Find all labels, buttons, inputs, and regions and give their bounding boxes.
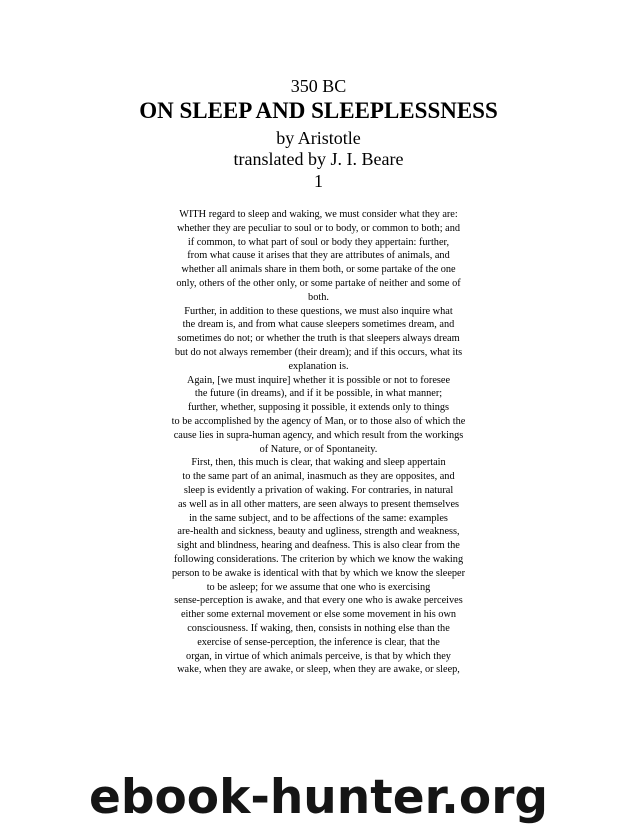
body-line: but do not always remember (their dream); and if this occurs, what its bbox=[174, 346, 463, 358]
body-line: Again, [we must inquire] whether it is possible or not to foresee bbox=[186, 374, 451, 386]
body-line: both. bbox=[308, 291, 329, 303]
body-line: Further, in addition to these questions, we must also inquire what bbox=[184, 305, 453, 317]
body-line: the dream is, and from what cause sleepers sometimes dream, and bbox=[182, 319, 455, 331]
body-line: sometimes do not; or whether the truth is that sleepers always dream bbox=[177, 333, 460, 345]
body-line: sense-perception is awake, and that every one who is awake perceives bbox=[174, 595, 463, 607]
body-line: sight and blindness, hearing and deafness. This is also clear from the bbox=[177, 540, 460, 552]
author-line: by Aristotle bbox=[276, 128, 361, 148]
body-line: sleep is evidently a privation of waking. For contraries, in natural bbox=[183, 484, 454, 496]
body-line: to be accomplished by the agency of Man, or to those also of which the bbox=[171, 415, 466, 427]
body-line: only, others of the other only, or some partake of neither and some of bbox=[176, 277, 461, 289]
body-line: from what cause it arises that they are attributes of animals, and bbox=[187, 250, 450, 262]
document-title: ON SLEEP AND SLEEPLESSNESS bbox=[139, 98, 498, 123]
body-line: consciousness. If waking, then, consists in nothing else than the bbox=[187, 622, 450, 634]
body-line: cause lies in supra-human agency, and which result from the workings bbox=[173, 429, 464, 441]
document-header bbox=[0, 75, 637, 192]
body-line: are-health and sickness, beauty and ugliness, strength and weakness, bbox=[177, 526, 460, 538]
body-line: person to be awake is identical with that by which we know the sleeper bbox=[171, 567, 466, 579]
body-line: organ, in virtue of which animals perceive, is that by which they bbox=[186, 650, 451, 662]
translator-line: translated by J. I. Beare bbox=[233, 149, 404, 169]
body-line: if common, to what part of soul or body they appertain: further, bbox=[187, 236, 450, 248]
body-line: to be asleep; for we assume that one who is exercising bbox=[206, 581, 431, 593]
body-line: wake, when they are awake, or sleep, when they are awake, or sleep, bbox=[177, 664, 460, 676]
body-line: explanation is. bbox=[288, 360, 349, 372]
body-line: as well as in all other matters, are seen always to present themselves bbox=[177, 498, 460, 510]
body-text bbox=[120, 208, 517, 677]
publication-year: 350 BC bbox=[290, 76, 347, 96]
body-line: following considerations. The criterion by which we know the waking bbox=[173, 553, 464, 565]
body-line: to the same part of an animal, inasmuch as they are opposites, and bbox=[182, 471, 455, 483]
chapter-number: 1 bbox=[314, 171, 323, 191]
body-line: the future (in dreams), and if it be possible, in what manner; bbox=[194, 388, 443, 400]
body-line: either some external movement or else some movement in his own bbox=[180, 609, 457, 621]
body-line: further, whether, supposing it possible, it extends only to things bbox=[187, 402, 450, 414]
body-line: whether all animals share in them both, or some partake of the one bbox=[181, 264, 456, 276]
body-line: in the same subject, and to be affections of the same: examples bbox=[189, 512, 448, 524]
body-line: of Nature, or of Spontaneity. bbox=[259, 443, 378, 455]
watermark-text: ebook-hunter.org bbox=[88, 770, 549, 825]
body-line: First, then, this much is clear, that waking and sleep appertain bbox=[191, 457, 446, 469]
body-line: exercise of sense-perception, the inference is clear, that the bbox=[197, 636, 440, 648]
body-line: whether they are peculiar to soul or to body, or common to both; and bbox=[177, 222, 460, 234]
body-line: WITH regard to sleep and waking, we must consider what they are: bbox=[179, 209, 458, 220]
